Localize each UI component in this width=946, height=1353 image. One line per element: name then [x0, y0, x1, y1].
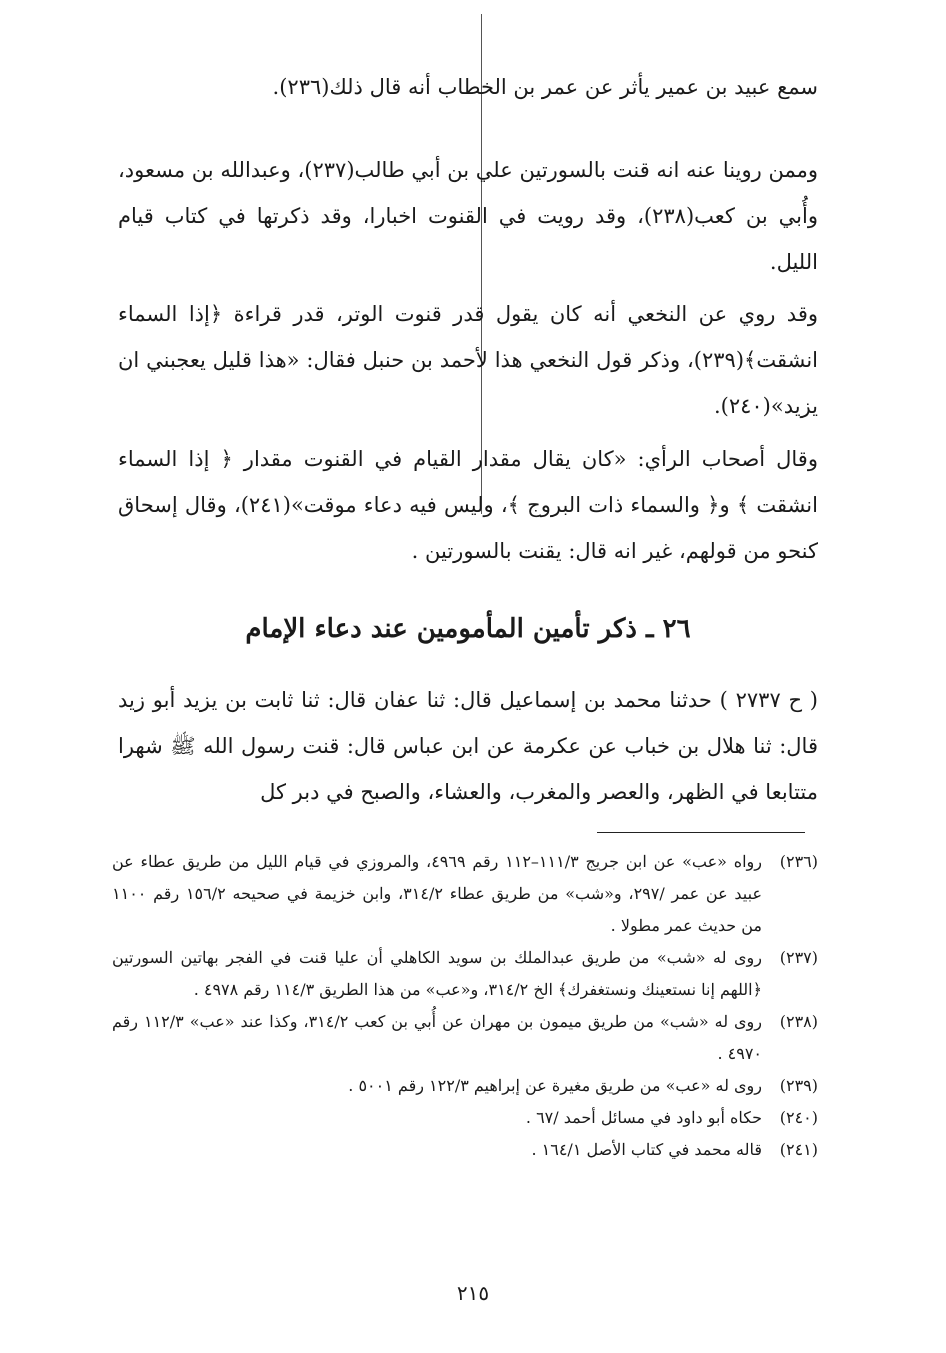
hadith-paragraph: ( ح ٢٧٣٧ ) حدثنا محمد بن إسماعيل قال: ثنا عفان قال: ثنا ثابت بن يزيد أبو زيد قال: ثنا هلال بن خباب عن عكرمة عن ابن عباس قال: قنت رسول الله ﷺ شهرا متتابعا في الظهر، والعصر والمغرب، والعشاء، والصبح في دبر كل: [118, 688, 818, 804]
footnote-number: (٢٤١): [779, 1140, 818, 1159]
footnote: [112, 846, 818, 942]
footnote-text: روى له «شب» من طريق ميمون بن مهران عن أُبي بن كعب ٣١٤/٢، وكذا عند «عب» ١١٢/٣ رقم ٤٩٧٠ .: [112, 1012, 762, 1063]
section-heading: ٢٦ ـ ذكر تأمين المأمومين عند دعاء الإمام: [245, 614, 691, 644]
footnote-number: (٢٤٠): [779, 1108, 818, 1127]
footnote-text: قاله محمد في كتاب الأصل ١٦٤/١ .: [531, 1140, 762, 1159]
page-number: ٢١٥: [456, 1281, 490, 1305]
footnote-text: روى له «شب» من طريق عبدالملك بن سويد الكاهلي أن عليا قنت في الفجر بهاتين السورتين ﴿اللهم إنا نستعينك ونستغفرك﴾ الخ ٣١٤/٢، و«عب» من هذا الطريق ١١٤/٣ رقم ٤٩٧٨ .: [112, 948, 762, 999]
footnote-number: (٢٣٦): [779, 852, 818, 871]
footnote-text: روى له «عب» من طريق مغيرة عن إبراهيم ١٢٢/٣ رقم ٥٠٠١ .: [348, 1076, 762, 1095]
footnote-number: (٢٣٨): [779, 1012, 818, 1031]
footnote-separator: [597, 832, 805, 833]
paragraph-4: وقال أصحاب الرأي: «كان يقال مقدار القيام في القنوت مقدار ﴿ إذا السماء انشقت ﴾ و﴿ والسماء ذات البروج ﴾، وليس فيه دعاء موقت»(٢٤١)، وقال إسحاق كنحو من قولهم، غير انه قال: يقنت بالسورتين .: [118, 447, 818, 563]
footnote-number: (٢٣٧): [779, 948, 818, 967]
footnote: [112, 1102, 818, 1134]
paragraph-2: وممن روينا عنه انه قنت بالسورتين علي بن أبي طالب(٢٣٧)، وعبدالله بن مسعود، وأُبي بن كعب(٢٣٨)، وقد رويت في القنوت اخبارا، وقد ذكرتها في كتاب قيام الليل.: [118, 158, 818, 274]
paragraph-3: وقد روي عن النخعي أنه كان يقول قدر قنوت الوتر، قدر قراءة ﴿إذا السماء انشقت﴾(٢٣٩)، وذكر قول النخعي هذا لأحمد بن حنبل فقال: «هذا قليل يعجبني ان يزيد»(٢٤٠).: [118, 302, 818, 418]
footnote: [112, 1070, 818, 1102]
footnote-text: حكاه أبو داود في مسائل أحمد /٦٧ .: [525, 1108, 762, 1127]
footnote: [112, 1134, 818, 1166]
paragraph-1: سمع عبيد بن عمير يأثر عن عمر بن الخطاب أنه قال ذلك(٢٣٦).: [272, 75, 818, 99]
footnotes: [112, 846, 818, 1166]
footnote-text: رواه «عب» عن ابن جريج ١١١/٣–١١٢ رقم ٤٩٦٩، والمروزي في قيام الليل من طريق عطاء عن عبيد عن عمر /٢٩٧، و«شب» من طريق عطاء ٣١٤/٢، وابن خزيمة في صحيحه ١٥٦/٢ رقم ١١٠٠ من حديث عمر مطولا .: [112, 852, 762, 935]
footnote: [112, 1006, 818, 1070]
footnote-number: (٢٣٩): [779, 1076, 818, 1095]
footnote: [112, 942, 818, 1006]
